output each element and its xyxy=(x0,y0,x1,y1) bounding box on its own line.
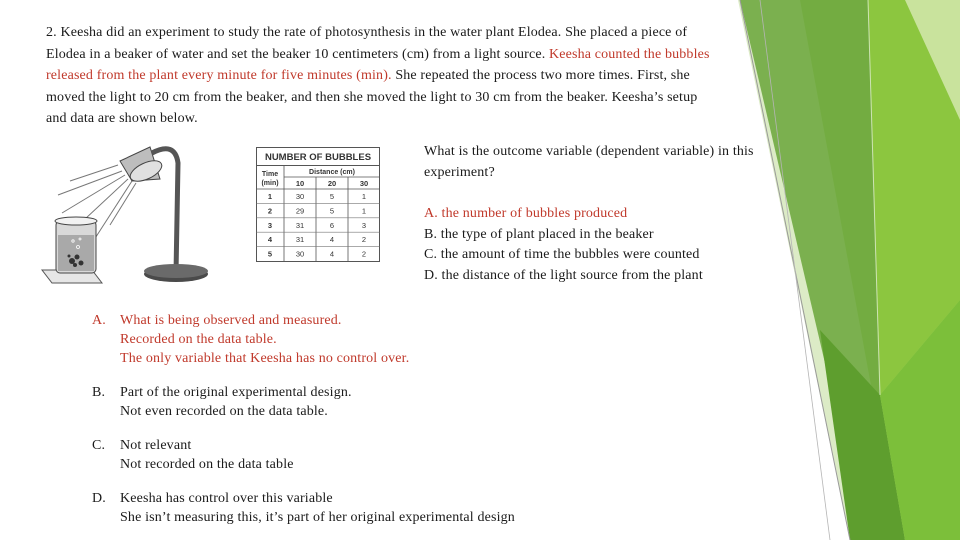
explanation-c-line-1: Not relevant xyxy=(120,438,192,453)
explanation-c-line-2: Not recorded on the data table xyxy=(120,457,294,472)
choice-b: B. the type of plant placed in the beaker xyxy=(424,226,654,242)
experiment-figure xyxy=(40,143,410,293)
choice-c: C. the amount of time the bubbles were counted xyxy=(424,247,700,262)
row-3-d30: 3 xyxy=(361,220,367,230)
row-5-time: 5 xyxy=(267,249,273,259)
explanation-c xyxy=(92,436,592,474)
choice-d: D. the distance of the light source from the plant xyxy=(424,267,703,283)
question-highlight: Keesha counted the bubbles released from the plant every minute for five minutes (min). xyxy=(46,46,710,83)
explanation-d-letter: D. xyxy=(92,491,106,506)
outcome-variable-question: What is the outcome variable (dependent variable) in this experiment? xyxy=(424,144,754,180)
row-1-d10: 30 xyxy=(295,192,305,201)
choice-a: A. the number of bubbles produced xyxy=(424,206,628,221)
row-2-d10: 29 xyxy=(295,206,305,216)
row-4-d30: 2 xyxy=(361,235,367,245)
row-1-time: 1 xyxy=(267,192,273,201)
row-3-time: 3 xyxy=(267,220,273,230)
explanation-d-line-2: She isn’t measuring this, it’s part of her original experimental design xyxy=(120,510,515,525)
explanation-b-line-1: Part of the original experimental design. xyxy=(120,385,352,400)
explanation-b-line-2: Not even recorded on the data table. xyxy=(120,404,328,419)
header-time: Time xyxy=(261,171,279,178)
row-4-d20: 4 xyxy=(329,235,335,245)
explanation-a-line-2: Recorded on the data table. xyxy=(120,332,277,347)
row-2-d20: 5 xyxy=(329,206,335,216)
header-distance: Distance (cm) xyxy=(309,169,355,176)
explanation-a-line-3: The only variable that Keesha has no control over. xyxy=(120,351,410,366)
row-4-d10: 31 xyxy=(295,235,305,245)
header-distance-20: 20 xyxy=(327,179,337,188)
row-3-d10: 31 xyxy=(295,220,305,230)
explanation-b-letter: B. xyxy=(92,385,106,400)
answer-choices xyxy=(424,204,754,286)
explanation-d-line-1: Keesha has control over this variable xyxy=(120,491,333,506)
row-1-d30: 1 xyxy=(361,192,367,201)
row-5-d20: 4 xyxy=(329,249,335,259)
question-text xyxy=(46,22,718,130)
explanation-a xyxy=(92,311,592,368)
explanation-a-line-1: What is being observed and measured. xyxy=(120,313,342,328)
row-3-d20: 6 xyxy=(329,220,335,230)
explanation-c-letter: C. xyxy=(92,438,106,453)
question-part2: She repeated the process two more times. First, she moved the light to 20 cm from the beaker, and then she moved the light to 30 cm from the beaker. Keesha’s setup and data are shown below. xyxy=(46,68,698,126)
table-title: NUMBER OF BUBBLES xyxy=(264,152,372,163)
explanation-a-letter: A. xyxy=(92,313,106,328)
row-5-d30: 2 xyxy=(361,249,367,259)
row-2-d30: 1 xyxy=(361,206,367,216)
header-distance-10: 10 xyxy=(295,179,305,188)
bubbles-data-table xyxy=(256,147,380,262)
explanation-d xyxy=(92,489,592,527)
explanation-b xyxy=(92,383,592,421)
row-1-d20: 5 xyxy=(329,192,335,201)
row-2-time: 2 xyxy=(267,206,273,216)
row-5-d10: 30 xyxy=(295,249,305,259)
header-time-unit: (min) xyxy=(261,180,279,187)
header-distance-30: 30 xyxy=(359,179,369,188)
question-part1: 2. Keesha did an experiment to study the rate of photosynthesis in the water plant Elodea. She placed a piece of Elodea in a beaker of water and set the beaker 10 centimeters (cm) from a light source. xyxy=(46,25,688,62)
row-4-time: 4 xyxy=(267,235,273,245)
